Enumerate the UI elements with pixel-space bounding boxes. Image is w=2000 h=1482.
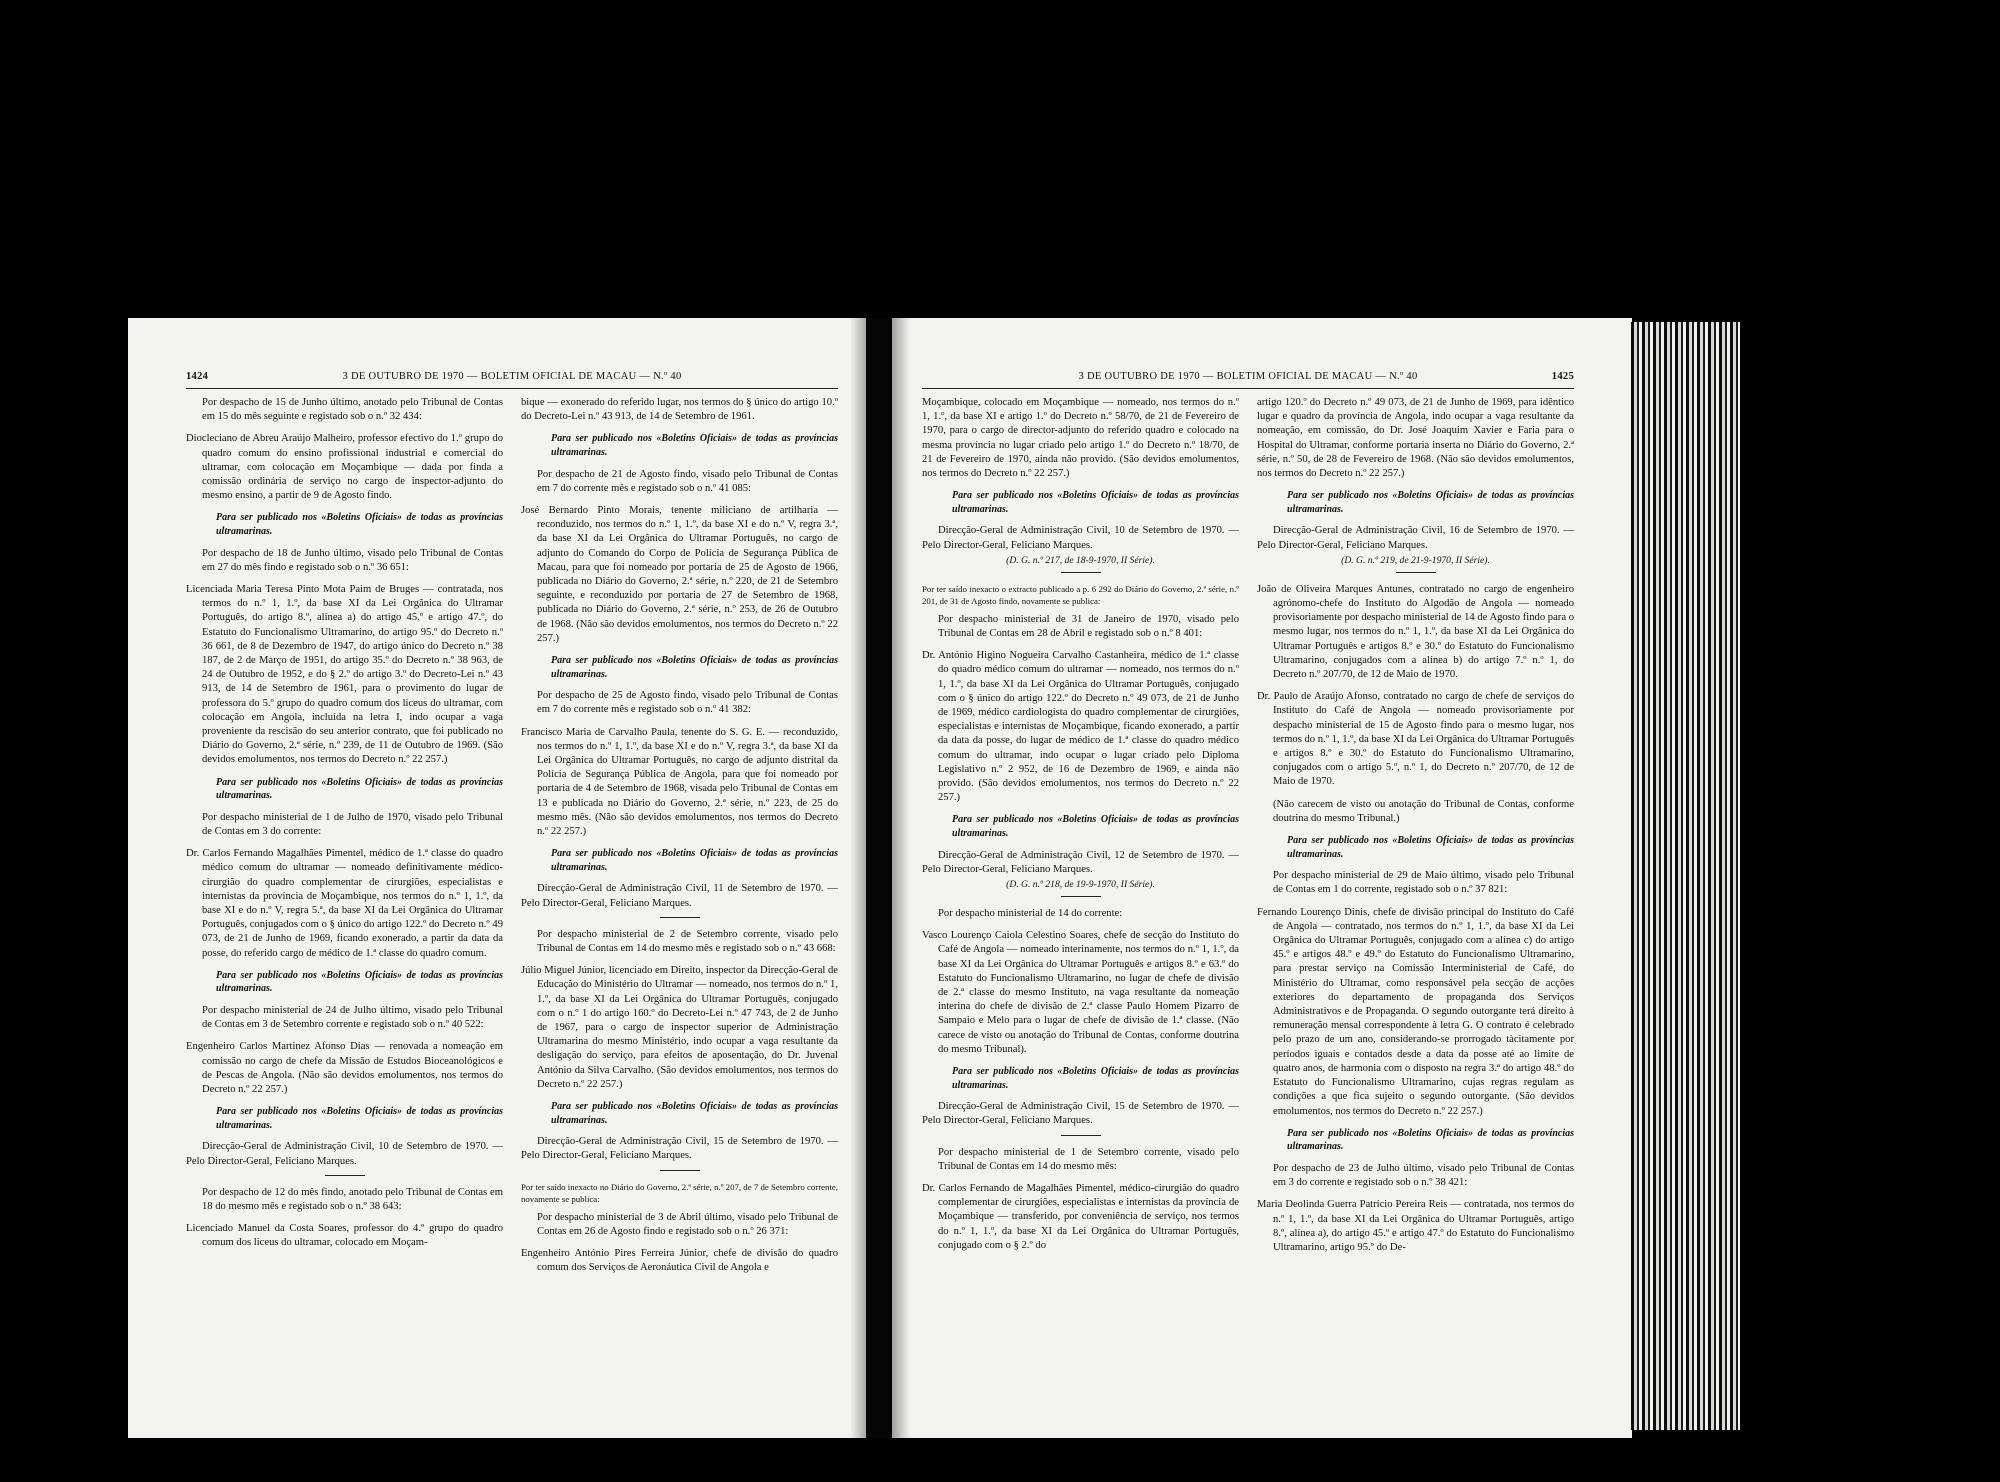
publication-note: Para ser publicado nos «Boletins Oficiais» de todas as províncias ultramarinas. <box>952 814 1239 840</box>
entry-paragraph: Engenheiro Carlos Martinez Afonso Dias — renovada a nomeação em comissão no cargo de chefe da Missão de Estudos Bioceanológicos e de Pescas de Angola. (Não são devidos emolumentos, nos termos do Decreto n.º 22 257.) <box>186 1041 503 1096</box>
section-separator <box>1396 572 1436 573</box>
left-column-1 <box>186 396 503 1418</box>
despacho-intro: Por despacho de 18 de Junho último, visado pelo Tribunal de Contas em 27 do mês findo e registado sob o n.º 36 651: <box>202 547 503 573</box>
right-column-2 <box>1257 396 1574 1418</box>
continued-paragraph: Moçambique, colocado em Moçambique — nomeado, nos termos do n.º 1, 1.º, da base XI e artigo 1.º do Decreto n.º 58/70, de 21 de Fevereiro de 1970, para o cargo de director-adjunto do referido quadro e colocado na mesma província no lugar criado pelo artigo 1.º do Decreto n.º 18/70, de 21 de Fevereiro de 1970, ainda não provido. (São devidos emolumentos, nos termos do Decreto n.º 22 257.) <box>922 397 1239 480</box>
continued-paragraph: bique — exonerado do referido lugar, nos termos do § único do artigo 10.º do Decreto-Lei n.º 43 913, de 14 de Setembro de 1961. <box>521 397 838 423</box>
despacho-intro: Por despacho ministerial de 29 de Maio último, visado pelo Tribunal de Contas em 1 do corrente, registado sob o n.º 37 821: <box>1273 870 1574 896</box>
right-gutter-shadow <box>892 318 910 1438</box>
despacho-intro: Por despacho ministerial de 24 de Julho último, visado pelo Tribunal de Contas em 3 de Setembro corrente e registado sob o n.º 40 522: <box>202 1005 503 1031</box>
entry-paragraph: Fernando Lourenço Dinis, chefe de divisão principal do Instituto do Café de Angola — contratado, nos termos do n.º 1, 1.º, da base XI da Lei Orgânica do Ultramar Português, conjugado com a alínea c) do artigo 45.º e artigos 48.º e 49.º do Estatuto do Funcionalismo Ultramarino, para prestar serviço na Comissão Interministerial de Café, do Ministério do Ultramar, como responsável pela secção de acções exteriores do departamento de propaganda dos Serviços Administrativos e de Propaganda. O segundo outorgante terá direito à remuneração mensal correspondente à letra G. O contrato é celebrado pelo prazo de um ano, considerando-se prorrogado tàcitamente por períodos iguais e contados desde a data da posse até ao limite de quatro anos, de harmonia com o disposto na regra 3.ª do artigo 48.º do Estatuto do Funcionalismo Ultramarino, cujas regras regulam as condições a que fica sujeito o segundo outorgante. (São devidos emolumentos, nos termos do Decreto n.º 22 257.) <box>1257 906 1574 1117</box>
entry-paragraph: José Bernardo Pinto Morais, tenente miliciano de artilharia — reconduzido, nos termos do n.º 1, 1.º, da base XI e do n.º V, regra 3.ª, da base XI da Lei Orgânica do Ultramar Português, no cargo de adjunto do Comando do Corpo de Polícia de Segurança Pública de Macau, para que foi nomeado por portaria de 25 de Agosto de 1966, publicada no Diário do Governo, 2.ª série, n.º 220, de 21 de Setembro seguinte, e reconduzido por portaria de 27 de Setembro de 1968, publicada no Diário do Governo, 2.ª série, n.º 253, de 26 de Outubro de 1968. (Não são devidos emolumentos, nos termos do Decreto n.º 22 257.) <box>521 505 838 644</box>
despacho-intro: Por despacho de 21 de Agosto findo, visado pelo Tribunal de Contas em 7 do corrente mês e registado sob o n.º 41 085: <box>537 468 838 494</box>
entry-paragraph: Engenheiro António Pires Ferreira Júnior, chefe de divisão do quadro comum dos Serviços de Aeronáutica Civil de Angola e <box>521 1248 838 1274</box>
signature-line: Direcção-Geral de Administração Civil, 15 de Setembro de 1970. — Pelo Director-Geral, Feliciano Marques. <box>521 1136 838 1162</box>
publication-note: Para ser publicado nos «Boletins Oficiais» de todas as províncias ultramarinas. <box>551 848 838 873</box>
signature-line: Direcção-Geral de Administração Civil, 10 de Setembro de 1970. — Pelo Director-Geral, Feliciano Marques. <box>186 1141 503 1167</box>
right-page <box>892 318 1632 1438</box>
despacho-intro: Por despacho de 12 do mês findo, anotado pelo Tribunal de Contas em 18 do mesmo mês e registado sob o n.º 38 643: <box>202 1186 503 1213</box>
entry-paragraph: Vasco Lourenço Caiola Celestino Soares, chefe de secção do Instituto do Café de Angola — nomeado interinamente, nos termos do n.º 1, 1.º, da base XI da Lei Orgânica do Ultramar Português e artigos 8.º e 63.º do Estatuto do Funcionalismo Ultramarino, no lugar de chefe de divisão de 2.ª classe do mesmo Instituto, na vaga resultante da nomeação interina do chefe de divisão de 2.ª classe Paulo Homem Pizarro de Sampaio e Melo para o lugar de chefe de divisão de 1.ª classe. (Não carece de visto ou anotação do Tribunal de Contas, conforme doutrina do mesmo Tribunal). <box>922 930 1239 1055</box>
despacho-intro: Por despacho ministerial de 1 de Julho de 1970, visado pelo Tribunal de Contas em 3 do corrente: <box>202 811 503 838</box>
despacho-intro: Por despacho ministerial de 1 de Setembro corrente, visado pelo Tribunal de Contas em 14 do mesmo mês: <box>938 1146 1239 1172</box>
left-columns <box>186 396 838 1418</box>
signature-line: Direcção-Geral de Administração Civil, 11 de Setembro de 1970. — Pelo Director-Geral, Feliciano Marques. <box>521 883 838 909</box>
left-page-header <box>186 371 838 387</box>
left-column-2 <box>521 396 838 1418</box>
left-header-rule <box>186 388 838 389</box>
publication-note: Para ser publicado nos «Boletins Oficiais» de todas as províncias ultramarinas. <box>551 433 838 458</box>
publication-note: Para ser publicado nos «Boletins Oficiais» de todas as províncias ultramarinas. <box>551 655 838 680</box>
right-header-title: 3 DE OUTUBRO DE 1970 — BOLETIM OFICIAL DE MACAU — N.º 40 <box>1078 371 1418 382</box>
entry-paragraph: Dr. Paulo de Araújo Afonso, contratado no cargo de chefe de serviços do Instituto do Café de Angola — nomeado provisoriamente por despacho ministerial de 15 de Agosto findo para o mesmo lugar, nos termos do n.º 1, 1.º, da base XI da Lei Orgânica do Ultramar Português e artigos 8.º e 30.º do Estatuto do Funcionalismo Ultramarino, conjugados com o artigo 5.º, n.º 1, do Decreto n.º 207/70, de 12 de Maio de 1970. <box>1257 691 1574 788</box>
page-edges <box>1628 322 1740 1430</box>
continued-paragraph: artigo 120.º do Decreto n.º 49 073, de 21 de Junho de 1969, para idêntico lugar e quadro da província de Angola, indo ocupar a vaga resultante da nomeação, em comissão, do Dr. José Joaquim Xavier e Faria para o Hospital do Ultramar, conforme portaria inserta no Diário do Governo, 2.ª série, n.º 50, de 28 de Fevereiro de 1968. (Não são devidos emolumentos, nos termos do Decreto n.º 22 257.) <box>1257 397 1574 480</box>
right-columns <box>922 396 1574 1418</box>
publication-note: Para ser publicado nos «Boletins Oficiais» de todas as províncias ultramarinas. <box>551 1101 838 1126</box>
section-separator <box>1061 1135 1101 1136</box>
signature-line: Direcção-Geral de Administração Civil, 15 de Setembro de 1970. — Pelo Director-Geral, Feliciano Marques. <box>922 1101 1239 1127</box>
left-page-number: 1424 <box>186 371 209 382</box>
right-page-header <box>922 371 1574 387</box>
left-header-title: 3 DE OUTUBRO DE 1970 — BOLETIM OFICIAL DE MACAU — N.º 40 <box>342 371 682 382</box>
signature-line: Direcção-Geral de Administração Civil, 16 de Setembro de 1970. — Pelo Director-Geral, Feliciano Marques. <box>1257 525 1574 551</box>
despacho-intro: Por despacho de 15 de Junho último, anotado pelo Tribunal de Contas em 15 do mês seguinte e registado sob o n.º 32 434: <box>202 397 503 423</box>
entry-paragraph: Francisco Maria de Carvalho Paula, tenente do S. G. E. — reconduzido, nos termos do n.º 1, 1.º, da base XI e do n.º V, regra 3.ª, da base XI da Lei Orgânica do Ultramar Português, no cargo de adjunto distrital da Polícia de Segurança Pública de Angola, para que foi nomeado por portaria de 4 de Setembro de 1968, visada pelo Tribunal de Contas em 13 e publicada no Diário do Governo, 2.ª série, n.º 223, de 25 do mesmo mês. (Não são devidos emolumentos, nos termos do Decreto n.º 22 257.) <box>521 726 838 838</box>
despacho-intro: Por despacho ministerial de 2 de Setembro corrente, visado pelo Tribunal de Contas em 14 do mesmo mês e registado sob o n.º 43 668: <box>537 928 838 955</box>
publication-note: Para ser publicado nos «Boletins Oficiais» de todas as províncias ultramarinas. <box>1287 1127 1574 1153</box>
publication-note: Para ser publicado nos «Boletins Oficiais» de todas as províncias ultramarinas. <box>216 512 503 538</box>
erratum-note: Por ter saído inexacto no Diário do Governo, 2.ª série, n.º 207, de 7 de Setembro corrente, novamente se publica: <box>521 1181 838 1204</box>
erratum-note: Por ter saído inexacto o extracto publicado a p. 6 292 do Diário do Governo, 2.ª série, n.º 201, de 31 de Agosto findo, novamente se publica: <box>922 583 1239 606</box>
despacho-intro: Por despacho de 25 de Agosto findo, visado pelo Tribunal de Contas em 7 do corrente mês e registado sob o n.º 41 382: <box>537 690 838 716</box>
right-header-rule <box>922 388 1574 389</box>
entry-paragraph: Licenciado Manuel da Costa Soares, professor do 4.º grupo do quadro comum dos liceus do ultramar, colocado em Moçam- <box>186 1223 503 1249</box>
entry-paragraph: Licenciada Maria Teresa Pinto Mota Paim de Bruges — contratada, nos termos do n.º 1, 1.º, da base XI da Lei Orgânica do Ultramar Português, do artigo 8.º, alínea a) do artigo 45.º e artigo 47.º, do Estatuto do Funcionalismo Ultramarino, do artigo 95.º do Decreto n.º 36 661, de 8 de Dezembro de 1947, do artigo único do Decreto n.º 38 187, de 2 de Março de 1951, do artigo 35.º do Decreto n.º 38 963, de 24 de Outubro de 1952, e do § 2.º do artigo 3.º do Decreto-Lei n.º 43 913, de 14 de Setembro de 1961, para o provimento do lugar de professora do 5.º grupo do quadro comum dos liceus do ultramar, com colocação em Angola, incluída na letra I, indo ocupar a vaga proveniente da rescisão do seu anterior contrato, que foi publicado no Diário do Governo, 2.ª série, n.º 239, de 11 de Outubro de 1969. (São devidos emolumentos, nos termos do Decreto n.º 22 257.) <box>186 584 503 766</box>
entry-paragraph: Dr. António Higino Nogueira Carvalho Castanheira, médico de 1.ª classe do quadro médico comum do ultramar — nomeado, nos termos do n.º 1, 1.º, da base XI da Lei Orgânica do Ultramar Português, conjugado com o § único do artigo 122.º do Decreto n.º 49 073, de 21 de Junho de 1969, médico cardiologista do quadro complementar de cirurgiões, especialistas e internistas de Moçambique, ficando exonerado, a partir da data da posse, do lugar de médico de 1.ª classe do quadro médico comum do ultramar, indo ocupar o lugar criado pelo Diploma Legislativo n.º 2 952, de 16 de Dezembro de 1969, e ainda não provido. (São devidos emolumentos, nos termos do Decreto n.º 22 257.) <box>922 650 1239 804</box>
publication-note: Para ser publicado nos «Boletins Oficiais» de todas as províncias ultramarinas. <box>952 490 1239 515</box>
right-page-number: 1425 <box>1551 371 1574 382</box>
right-column-1 <box>922 396 1239 1418</box>
despacho-intro: Por despacho ministerial de 3 de Abril último, visado pelo Tribunal de Contas em 26 de Agosto findo e registado sob o n.º 26 371: <box>537 1211 838 1237</box>
despacho-intro: (Não carecem de visto ou anotação do Tribunal de Contas, conforme doutrina do mesmo Tribunal.) <box>1273 798 1574 824</box>
source-reference: (D. G. n.º 218, de 19-9-1970, II Série). <box>1006 879 1155 891</box>
source-reference: (D. G. n.º 217, de 18-9-1970, II Série). <box>1006 554 1155 566</box>
book-spine <box>866 318 894 1438</box>
section-separator <box>1061 896 1101 897</box>
publication-note: Para ser publicado nos «Boletins Oficiais» de todas as províncias ultramarinas. <box>952 1066 1239 1091</box>
signature-line: Direcção-Geral de Administração Civil, 12 de Setembro de 1970. — Pelo Director-Geral, Feliciano Marques. <box>922 849 1239 875</box>
entry-paragraph: Diocleciano de Abreu Araújo Malheiro, professor efectivo do 1.º grupo do quadro comum do ensino profissional industrial e comercial do ultramar, com colocação em Moçambique — dada por finda a comissão ordinária de serviço no cargo de inspector-adjunto do mesmo ensino, a partir de 9 de Agosto findo. <box>186 433 503 502</box>
signature-line: Direcção-Geral de Administração Civil, 10 de Setembro de 1970. — Pelo Director-Geral, Feliciano Marques. <box>922 525 1239 551</box>
section-separator <box>325 1175 365 1176</box>
entry-paragraph: Dr. Carlos Fernando de Magalhães Pimentel, médico-cirurgião do quadro complementar de cirurgiões, especialistas e internistas da província de Moçambique — transferido, por conveniência de serviço, nos termos do n.º 1, 1.º, da base XI da Lei Orgânica do Ultramar Português, conjugado com o § 2.º do <box>922 1183 1239 1251</box>
entry-paragraph: Júlio Miguel Júnior, licenciado em Direito, inspector da Direcção-Geral de Educação do Ministério do Ultramar — nomeado, nos termos do n.º 1, 1.º, da base XI da Lei Orgânica do Ultramar Português, conjugado com o n.º 1 do artigo 160.º do Decreto-Lei n.º 47 743, de 2 de Junho de 1967, para o cargo de inspector superior de Administração Ultramarina do mesmo Ministério, indo ocupar a vaga resultante da desligação do serviço, para efeitos de aposentação, do Dr. Juvenal António da Silva Carvalho. (São devidos emolumentos, nos termos do Decreto n.º 22 257.) <box>521 965 838 1090</box>
entry-paragraph: Maria Deolinda Guerra Patrício Pereira Reis — contratada, nos termos do n.º 1, 1.º, da base XI da Lei Orgânica do Ultramar Português, artigo 8.º, alínea a), do artigo 45.º e artigo 47.º do Estatuto do Funcionalismo Ultramarino, artigo 95.º do De- <box>1257 1199 1574 1253</box>
publication-note: Para ser publicado nos «Boletins Oficiais» de todas as províncias ultramarinas. <box>1287 490 1574 515</box>
despacho-intro: Por despacho de 23 de Julho último, visado pelo Tribunal de Contas em 3 do corrente e registado sob o n.º 38 421: <box>1273 1162 1574 1189</box>
publication-note: Para ser publicado nos «Boletins Oficiais» de todas as províncias ultramarinas. <box>1287 835 1574 860</box>
publication-note: Para ser publicado nos «Boletins Oficiais» de todas as províncias ultramarinas. <box>216 776 503 802</box>
entry-paragraph: João de Oliveira Marques Antunes, contratado no cargo de engenheiro agrónomo-chefe do Instituto do Algodão de Angola — nomeado provisoriamente por despacho ministerial de 14 de Agosto findo para o mesmo lugar, nos termos do n.º 1, 1.º, da base XI da Lei Orgânica do Ultramar Português e artigos 8.º e 30.º do Estatuto do Funcionalismo Ultramarino, conjugados com a alínea b) do artigo 7.º n.º 1, do Decreto n.º 207/70, de 12 de Maio de 1970. <box>1257 583 1574 681</box>
source-reference: (D. G. n.º 219, de 21-9-1970, II Série). <box>1341 554 1490 566</box>
entry-paragraph: Dr. Carlos Fernando Magalhães Pimentel, médico de 1.ª classe do quadro médico comum do ultramar — nomeado definitivamente médico-cirurgião do quadro complementar de cirurgiões, especialistas e internistas da província de Moçambique, nos termos do n.º 1, 1.º, da base XI e do n.º V, regra 5.ª, da base XI da Lei Orgânica do Ultramar Português, conjugados com o § único do artigo 122.º do Decreto n.º 49 073, de 21 de Junho de 1969, ficando exonerado, a partir da data da posse, do referido cargo de médico de 1.ª classe do quadro comum. <box>186 848 503 959</box>
section-separator <box>1061 572 1101 573</box>
despacho-intro: Por despacho ministerial de 31 de Janeiro de 1970, visado pelo Tribunal de Contas em 28 de Abril e registado sob o n.º 8 401: <box>938 613 1239 640</box>
section-separator <box>660 1170 700 1171</box>
section-separator <box>660 917 700 918</box>
despacho-intro: Por despacho ministerial de 14 do corrente: <box>938 908 1123 920</box>
publication-note: Para ser publicado nos «Boletins Oficiais» de todas as províncias ultramarinas. <box>216 1106 503 1131</box>
publication-note: Para ser publicado nos «Boletins Oficiais» de todas as províncias ultramarinas. <box>216 969 503 995</box>
left-page <box>128 318 868 1438</box>
